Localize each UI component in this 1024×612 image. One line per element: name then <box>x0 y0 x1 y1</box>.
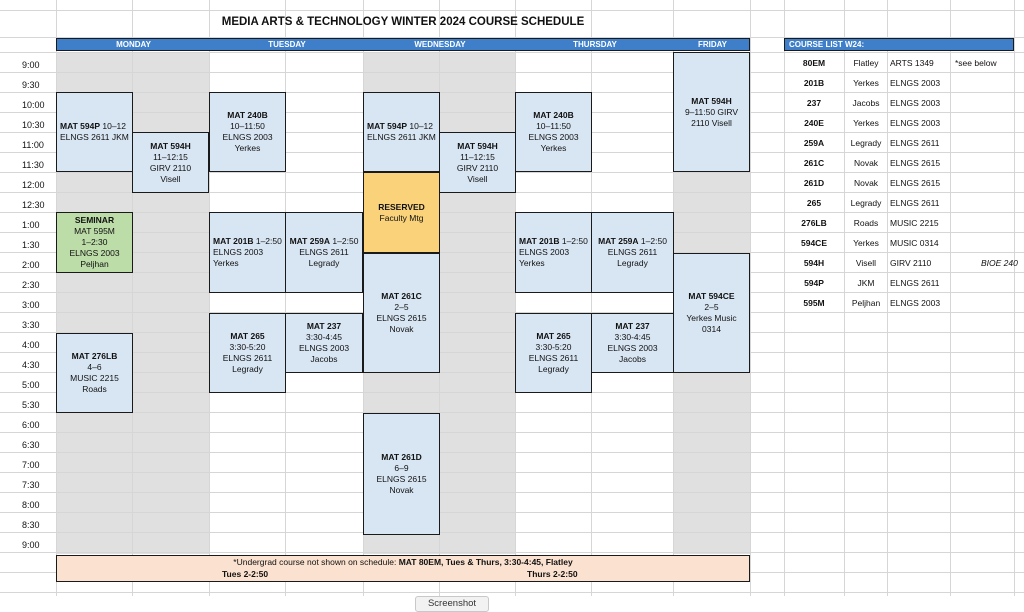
course-list-row[interactable] <box>784 73 1024 93</box>
course-time: 11–12:15 <box>153 151 188 162</box>
course-list-code: 594CE <box>801 238 827 248</box>
day-header-bar <box>56 38 750 51</box>
time-label: 12:30 <box>22 200 45 210</box>
course-list-instructor: Jacobs <box>852 98 880 108</box>
grid-row-line <box>0 372 1024 373</box>
course-list-row[interactable] <box>784 213 1024 233</box>
course-list-row[interactable] <box>784 293 1024 313</box>
course-list-instructor: Flatley <box>853 58 879 68</box>
grid-row-line <box>0 352 1024 353</box>
course-code: MAT 595M <box>74 226 115 236</box>
course-block-mat-240b-tuesday[interactable] <box>209 92 286 172</box>
course-code: MAT 594H <box>150 140 191 151</box>
time-label: 5:00 <box>22 380 40 390</box>
course-room: ELNGS 2611 <box>222 353 273 363</box>
time-label: 11:30 <box>22 160 44 170</box>
course-list-row[interactable] <box>784 53 1024 73</box>
course-list-room: ELNGS 2615 <box>890 178 941 188</box>
course-block-mat-259a-thursday[interactable] <box>591 212 674 293</box>
course-code: MAT 259A <box>289 236 331 246</box>
grid-row-line <box>0 592 1024 593</box>
course-list-instructor: Legrady <box>850 138 882 148</box>
page-title: MEDIA ARTS & TECHNOLOGY WINTER 2024 COURSE SCHEDULE <box>221 16 585 28</box>
course-list-room: ELNGS 2003 <box>890 298 941 308</box>
time-label: 10:00 <box>22 100 45 110</box>
course-list-row[interactable] <box>784 93 1024 113</box>
footnote-suffix: , Tues & Thurs, 3:30-4:45, Flatley <box>441 557 573 567</box>
course-room: MUSIC 2215 <box>70 373 119 383</box>
course-code: MAT 594P <box>60 121 100 131</box>
course-instructor: Novak <box>389 324 414 334</box>
course-room: ELNGS 2003 <box>69 248 120 258</box>
course-details: 10–12 ELNGS 2611 JKM <box>60 121 129 142</box>
course-block-mat-594ce-friday[interactable] <box>673 253 750 373</box>
course-block-mat-237-tuesday[interactable] <box>285 313 363 373</box>
course-details: 10–12 ELNGS 2611 JKM <box>367 121 436 142</box>
grid-row-line <box>0 412 1024 413</box>
day-header-tuesday: TUESDAY <box>268 40 306 49</box>
course-list-room: MUSIC 2215 <box>890 218 939 228</box>
course-code: MAT 594H <box>691 95 732 106</box>
grid-column-line <box>515 0 516 596</box>
reserved-label: RESERVED <box>378 201 425 212</box>
grid-row-line <box>0 452 1024 453</box>
course-code: MAT 237 <box>615 321 650 331</box>
grid-row-line <box>0 492 1024 493</box>
course-time: 6–9 <box>394 463 409 473</box>
course-time: 11–12:15 <box>460 151 495 162</box>
course-instructor: Legrady <box>538 364 569 374</box>
footnote-course: MAT 80EM <box>398 557 442 567</box>
course-block-mat-594h-monday[interactable] <box>132 132 209 193</box>
course-list-row[interactable] <box>784 153 1024 173</box>
grid-row-line <box>0 532 1024 533</box>
course-instructor: Novak <box>389 485 414 495</box>
course-time: 10–11:50 <box>536 121 571 131</box>
course-instructor: Yerkes <box>234 143 261 153</box>
time-label: 2:30 <box>22 280 40 290</box>
course-details: 9–11:50 GIRV 2110 Visell <box>684 106 739 128</box>
course-code: MAT 201B <box>213 236 254 246</box>
course-list-instructor: Novak <box>853 178 879 188</box>
course-list-instructor: Roads <box>853 218 879 228</box>
course-list-row[interactable] <box>784 173 1024 193</box>
course-list-code: 237 <box>806 98 822 108</box>
time-label: 2:00 <box>22 260 40 270</box>
course-room: ELNGS 2615 <box>376 313 427 323</box>
course-time: 3:30-4:45 <box>306 332 342 342</box>
course-code: MAT 594P <box>367 121 407 131</box>
footnote-tuesday-time: Tues 2-2:50 <box>222 569 269 579</box>
course-list-room: ELNGS 2003 <box>890 98 941 108</box>
course-list-code: 261C <box>803 158 825 168</box>
footnote-text <box>57 557 749 568</box>
course-list-instructor: Yerkes <box>853 78 879 88</box>
course-list-code: 594P <box>804 278 824 288</box>
course-room: ELNGS 2003 <box>528 132 579 142</box>
course-instructor: Roads <box>82 384 107 394</box>
course-block-mat-594h-friday[interactable] <box>673 52 750 172</box>
course-list-room: ELNGS 2611 <box>890 198 940 208</box>
day-header-friday: FRIDAY <box>697 40 728 49</box>
grid-row-line <box>0 392 1024 393</box>
reserved-faculty-meeting-block[interactable] <box>363 172 440 253</box>
day-header-wednesday: WEDNESDAY <box>414 40 466 49</box>
course-block-mat-265-thursday[interactable] <box>515 313 592 393</box>
time-label: 12:00 <box>22 180 45 190</box>
course-time: 3:30-5:20 <box>229 342 266 352</box>
course-block-mat-276lb-monday[interactable] <box>56 333 133 413</box>
course-instructor: Legrady <box>232 364 263 374</box>
course-list-row[interactable] <box>784 193 1024 213</box>
course-room: ELNGS 2615 <box>376 474 427 484</box>
time-label: 5:30 <box>22 400 40 410</box>
time-label: 4:30 <box>22 360 40 370</box>
course-code: MAT 276LB <box>71 351 118 361</box>
course-time: 4–6 <box>87 362 102 372</box>
time-label: 6:00 <box>22 420 40 430</box>
grid-column-line <box>209 0 210 596</box>
course-block-mat-261c-wednesday[interactable] <box>363 253 440 373</box>
course-block-mat-594h-wednesday[interactable] <box>439 132 516 193</box>
footnote-prefix: *Undergrad course not shown on schedule: <box>233 557 399 567</box>
grid-column-line <box>132 0 133 596</box>
course-list-room: ARTS 1349 <box>890 58 934 68</box>
course-instructor: Visell <box>160 173 181 184</box>
course-time: 1–2:30 <box>81 237 108 247</box>
course-block-seminar-595m-monday[interactable] <box>56 212 133 273</box>
course-list-room: ELNGS 2003 <box>890 118 941 128</box>
course-code: MAT 594CE <box>688 291 735 301</box>
course-room: ELNGS 2003 <box>298 343 350 353</box>
course-list-row[interactable] <box>784 113 1024 133</box>
course-list-room: ELNGS 2003 <box>890 78 941 88</box>
course-time: 3:30-5:20 <box>535 342 572 352</box>
course-list-room: ELNGS 2611 <box>890 138 940 148</box>
course-details: 1–2:50 ELNGS 2003 Yerkes <box>213 236 282 268</box>
course-code: MAT 265 <box>536 331 571 341</box>
course-code: MAT 261C <box>381 291 422 301</box>
course-list-code: 595M <box>803 298 825 308</box>
course-block-mat-201b-tuesday[interactable] <box>209 212 286 293</box>
time-label: 10:30 <box>22 120 45 130</box>
grid-column-line <box>56 0 57 596</box>
course-time: 3:30-4:45 <box>614 332 651 342</box>
grid-row-line <box>0 472 1024 473</box>
time-label: 9:00 <box>22 540 40 550</box>
grid-row-line <box>0 432 1024 433</box>
course-list-instructor: Visell <box>855 258 877 268</box>
course-block-mat-237-thursday[interactable] <box>591 313 674 373</box>
course-code: MAT 259A <box>598 236 639 246</box>
course-list-row[interactable] <box>784 133 1024 153</box>
time-label: 3:30 <box>22 320 40 330</box>
time-label: 7:30 <box>22 480 40 490</box>
grid-row-line <box>0 332 1024 333</box>
time-label: 9:30 <box>22 80 40 90</box>
day-header-monday: MONDAY <box>116 40 151 49</box>
time-label: 3:00 <box>22 300 40 310</box>
course-block-mat-259a-tuesday[interactable] <box>285 212 363 293</box>
course-room: ELNGS 2611 <box>528 353 579 363</box>
course-list-header: COURSE LIST W24: <box>784 38 1014 51</box>
course-code: MAT 265 <box>230 331 265 341</box>
time-label: 8:00 <box>22 500 40 510</box>
grid-row-line <box>0 552 1024 553</box>
undergrad-footnote <box>56 555 750 582</box>
course-instructor: Jacobs <box>619 354 646 364</box>
course-list-code: 201B <box>803 78 825 88</box>
screenshot-button[interactable]: Screenshot <box>415 596 489 612</box>
time-label: 11:00 <box>22 140 44 150</box>
course-list-instructor: Peljhan <box>851 298 881 308</box>
course-list-code: 259A <box>803 138 825 148</box>
course-instructor: Yerkes <box>540 143 567 153</box>
course-list-code: 594H <box>803 258 825 268</box>
course-list-instructor: Yerkes <box>853 238 879 248</box>
footnote-thursday-time: Thurs 2-2:50 <box>527 569 578 579</box>
course-details: Yerkes Music 0314 <box>686 313 737 334</box>
course-block-mat-594p-wednesday[interactable] <box>363 92 440 172</box>
course-list-instructor: Yerkes <box>853 118 879 128</box>
course-list-row[interactable] <box>784 233 1024 253</box>
course-code: MAT 201B <box>519 236 560 246</box>
time-label: 1:30 <box>22 240 40 250</box>
course-time: 2–5 <box>704 302 719 312</box>
grid-row-line <box>0 10 1024 11</box>
reserved-detail: Faculty Mtg <box>379 212 424 223</box>
grid-column-line <box>591 0 592 596</box>
seminar-label: SEMINAR <box>74 215 115 225</box>
course-block-mat-240b-thursday[interactable] <box>515 92 592 172</box>
course-details: 1–2:50 ELNGS 2611 Legrady <box>299 236 359 268</box>
course-room: GIRV 2110 <box>149 162 192 173</box>
course-list-instructor: Legrady <box>850 198 882 208</box>
course-code: MAT 237 <box>306 321 342 331</box>
course-code: MAT 240B <box>533 110 574 120</box>
course-list-instructor: Novak <box>853 158 879 168</box>
course-list-code: 276LB <box>801 218 827 228</box>
course-code: MAT 594H <box>457 140 498 151</box>
course-list-code: 240E <box>804 118 824 128</box>
course-time: 10–11:50 <box>230 121 265 131</box>
course-list-row[interactable] <box>784 253 1024 273</box>
course-list-code: 261D <box>803 178 825 188</box>
grid-column-line <box>750 0 751 596</box>
course-instructor: Peljhan <box>80 259 109 269</box>
day-header-thursday: THURSDAY <box>573 40 617 49</box>
course-list-code: 80EM <box>802 58 826 68</box>
course-room: ELNGS 2003 <box>222 132 273 142</box>
course-list-note: BIOE 240 <box>981 258 1018 268</box>
time-label: 7:00 <box>22 460 40 470</box>
course-list-note: *see below <box>955 58 997 68</box>
time-label: 4:00 <box>22 340 40 350</box>
course-list-instructor: JKM <box>857 278 875 288</box>
course-code: MAT 240B <box>227 110 268 120</box>
course-list-room: MUSIC 0314 <box>890 238 939 248</box>
course-block-mat-201b-thursday[interactable] <box>515 212 592 293</box>
course-list-row[interactable] <box>784 273 1024 293</box>
course-room: GIRV 2110 <box>456 162 499 173</box>
time-label: 8:30 <box>22 520 40 530</box>
grid-row-line <box>0 512 1024 513</box>
course-list-room: ELNGS 2611 <box>890 278 940 288</box>
course-block-mat-261d-wednesday[interactable] <box>363 413 440 535</box>
course-details: 1–2:50 ELNGS 2003 Yerkes <box>519 236 588 268</box>
course-instructor: Visell <box>467 173 488 184</box>
course-code: MAT 261D <box>381 452 422 462</box>
course-details: 1–2:50 ELNGS 2611 Legrady <box>607 236 667 268</box>
course-instructor: Jacobs <box>310 354 338 364</box>
course-list-room: GIRV 2110 <box>890 258 932 268</box>
time-label: 1:00 <box>22 220 40 230</box>
time-label: 9:00 <box>22 60 40 70</box>
course-block-mat-594p-monday[interactable] <box>56 92 133 172</box>
time-label: 6:30 <box>22 440 40 450</box>
course-time: 2–5 <box>394 302 409 312</box>
course-block-mat-265-tuesday[interactable] <box>209 313 286 393</box>
grid-column-line <box>285 0 286 596</box>
course-room: ELNGS 2003 <box>607 343 658 353</box>
course-list-code: 265 <box>806 198 822 208</box>
course-list-room: ELNGS 2615 <box>890 158 941 168</box>
